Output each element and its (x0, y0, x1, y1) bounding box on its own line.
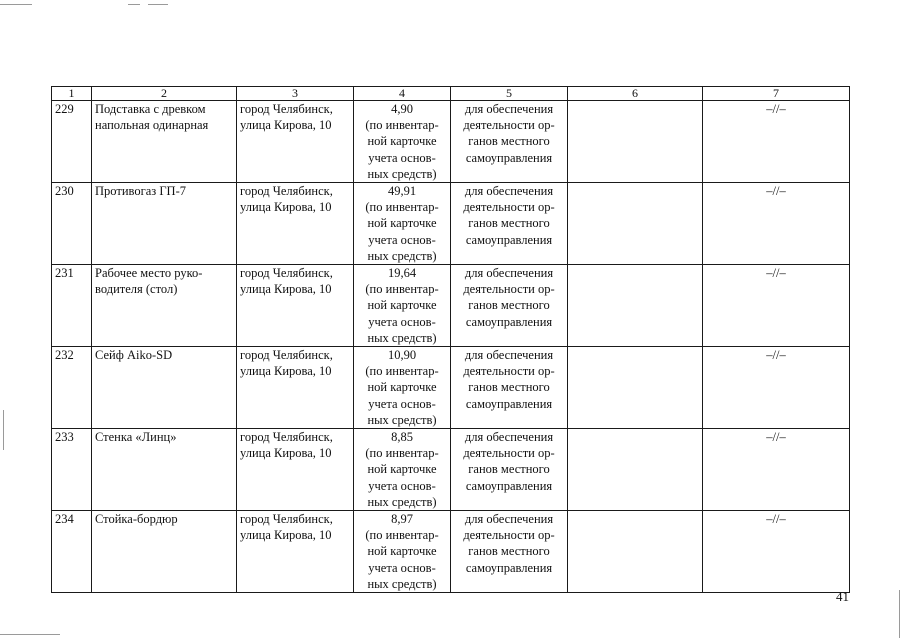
item-value-line: 4,90 (391, 102, 413, 116)
item-value-line: ной карточке (367, 462, 437, 477)
header-col-6: 6 (568, 87, 703, 101)
item-value-line: (по инвентар- (365, 528, 439, 543)
item-purpose (451, 101, 568, 183)
item-value-line: учета основ- (368, 478, 436, 493)
header-col-7: 7 (703, 87, 850, 101)
item-col7: –//– (703, 183, 850, 265)
item-value (354, 511, 451, 593)
item-value-line: ной карточке (367, 216, 437, 231)
item-value-line: ных средств) (367, 166, 437, 181)
scan-artifact-top-dash-1 (128, 4, 140, 5)
item-purpose (451, 265, 568, 347)
item-purpose-line: самоуправления (465, 150, 553, 165)
row-number: 233 (52, 429, 92, 511)
item-address (237, 429, 354, 511)
item-value (354, 265, 451, 347)
item-purpose-line: самоуправления (465, 314, 553, 329)
item-purpose (451, 511, 568, 593)
item-col7: –//– (703, 347, 850, 429)
item-purpose-line: ганов местного (468, 380, 550, 395)
item-purpose-line: самоуправления (465, 232, 553, 247)
header-col-5: 5 (451, 87, 568, 101)
table-row (52, 183, 850, 265)
item-value-line: (по инвентар- (365, 364, 439, 379)
item-purpose-line: ганов местного (468, 298, 550, 313)
item-value (354, 429, 451, 511)
page-number: 41 (836, 589, 849, 604)
item-purpose-line: самоуправления (465, 478, 553, 493)
item-value (354, 183, 451, 265)
item-address-line: город Челябинск, (240, 430, 333, 445)
item-address (237, 511, 354, 593)
item-value-line: (по инвентар- (365, 118, 439, 133)
item-address-line: улица Кирова, 10 (240, 282, 332, 297)
item-col6 (568, 429, 703, 511)
table-row (52, 429, 850, 511)
item-value-line: ных средств) (367, 576, 437, 591)
item-purpose (451, 347, 568, 429)
item-address (237, 347, 354, 429)
item-address-line: улица Кирова, 10 (240, 528, 332, 543)
item-col7: –//– (703, 511, 850, 593)
item-purpose-line: деятельности ор- (463, 364, 555, 379)
item-value (354, 101, 451, 183)
item-purpose-line: ганов местного (468, 134, 550, 149)
item-name-line: напольная одинарная (95, 118, 209, 133)
header-col-4: 4 (354, 87, 451, 101)
item-col7: –//– (703, 265, 850, 347)
header-col-2: 2 (92, 87, 237, 101)
item-value-line: ных средств) (367, 248, 437, 263)
item-name (92, 511, 237, 593)
item-purpose-line: деятельности ор- (463, 446, 555, 461)
item-name (92, 101, 237, 183)
item-name (92, 347, 237, 429)
item-name-line: Сейф Aiko-SD (95, 348, 173, 363)
item-purpose-line: деятельности ор- (463, 282, 555, 297)
item-address-line: улица Кирова, 10 (240, 364, 332, 379)
item-name (92, 265, 237, 347)
table-body (52, 101, 850, 593)
item-value-line: 49,91 (387, 184, 417, 199)
item-purpose-line: деятельности ор- (463, 200, 555, 215)
item-col6 (568, 101, 703, 183)
item-purpose-line: для обеспечения (464, 430, 554, 445)
scan-artifact-right-edge (899, 590, 900, 638)
item-purpose-line: самоуправления (465, 396, 553, 411)
item-purpose-line: для обеспечения (464, 512, 554, 527)
item-address-line: улица Кирова, 10 (240, 118, 332, 133)
scan-artifact-left-edge (3, 410, 4, 450)
item-name-line: Подставка с древком (95, 102, 206, 116)
item-address-line: город Челябинск, (240, 348, 333, 363)
item-value-line: 8,97 (391, 512, 413, 527)
table-header (52, 87, 850, 101)
row-number: 234 (52, 511, 92, 593)
item-address-line: город Челябинск, (240, 266, 333, 281)
item-value-line: 8,85 (391, 430, 413, 445)
item-purpose-line: деятельности ор- (463, 528, 555, 543)
item-purpose-line: деятельности ор- (463, 118, 555, 133)
table-row (52, 511, 850, 593)
item-address (237, 265, 354, 347)
item-purpose-line: самоуправления (465, 560, 553, 575)
item-purpose-line: для обеспечения (464, 348, 554, 363)
item-name-line: Стенка «Линц» (95, 430, 177, 445)
row-number: 232 (52, 347, 92, 429)
item-name (92, 183, 237, 265)
item-purpose (451, 429, 568, 511)
item-purpose-line: для обеспечения (464, 266, 554, 281)
item-value-line: учета основ- (368, 560, 436, 575)
item-purpose-line: ганов местного (468, 462, 550, 477)
item-value-line: ной карточке (367, 544, 437, 559)
header-col-3: 3 (237, 87, 354, 101)
item-purpose-line: ганов местного (468, 216, 550, 231)
item-name (92, 429, 237, 511)
item-purpose-line: для обеспечения (464, 184, 554, 199)
item-value-line: учета основ- (368, 232, 436, 247)
item-col6 (568, 347, 703, 429)
item-purpose (451, 183, 568, 265)
item-value-line: ной карточке (367, 298, 437, 313)
row-number: 229 (52, 101, 92, 183)
item-purpose-line: ганов местного (468, 544, 550, 559)
item-address-line: улица Кирова, 10 (240, 200, 332, 215)
item-value-line: учета основ- (368, 396, 436, 411)
property-registry-table (51, 86, 850, 593)
item-value-line: учета основ- (368, 314, 436, 329)
item-address (237, 101, 354, 183)
table-row (52, 101, 850, 183)
item-col6 (568, 265, 703, 347)
item-name-line: Противогаз ГП-7 (95, 184, 186, 199)
item-name-line: Рабочее место руко- (95, 266, 203, 281)
scan-artifact-top-left (0, 4, 32, 5)
table-row (52, 265, 850, 347)
scan-artifact-top-dash-2 (148, 4, 168, 5)
item-value-line: (по инвентар- (365, 200, 439, 215)
table-row (52, 347, 850, 429)
header-col-1: 1 (52, 87, 92, 101)
item-address-line: улица Кирова, 10 (240, 446, 332, 461)
item-value-line: (по инвентар- (365, 282, 439, 297)
item-col6 (568, 511, 703, 593)
row-number: 231 (52, 265, 92, 347)
item-col6 (568, 183, 703, 265)
item-address-line: город Челябинск, (240, 512, 333, 527)
item-value-line: ных средств) (367, 330, 437, 345)
item-value-line: учета основ- (368, 150, 436, 165)
row-number: 230 (52, 183, 92, 265)
item-name-line: Стойка-бордюр (95, 512, 178, 527)
item-name-line: водителя (стол) (95, 282, 178, 297)
item-value-line: ных средств) (367, 412, 437, 427)
item-value-line: 19,64 (387, 266, 417, 281)
header-row (52, 87, 850, 101)
item-value-line: ных средств) (367, 494, 437, 509)
item-value (354, 347, 451, 429)
item-address-line: город Челябинск, (240, 184, 333, 199)
item-address-line: город Челябинск, (240, 102, 333, 116)
item-value-line: ной карточке (367, 380, 437, 395)
item-address (237, 183, 354, 265)
item-col7: –//– (703, 101, 850, 183)
item-value-line: 10,90 (387, 348, 417, 363)
item-purpose-line: для обеспечения (464, 102, 554, 116)
item-value-line: ной карточке (367, 134, 437, 149)
item-col7: –//– (703, 429, 850, 511)
item-value-line: (по инвентар- (365, 446, 439, 461)
scan-artifact-bottom-left (0, 634, 60, 635)
